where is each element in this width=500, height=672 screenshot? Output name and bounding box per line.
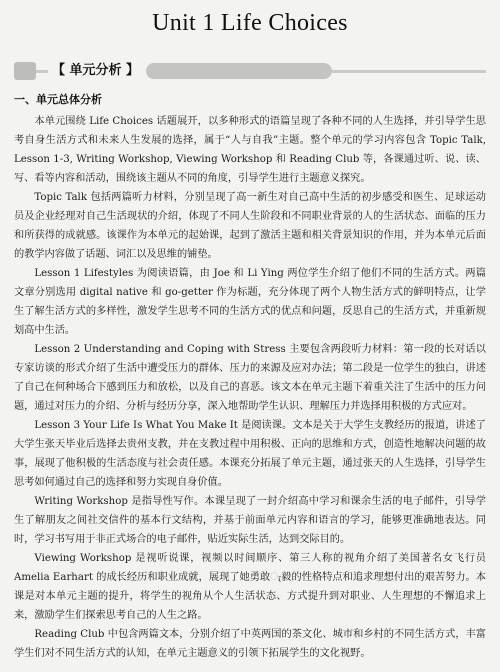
paragraph-writing-workshop: Writing Workshop 是指导性写作。本课呈现了一封介绍高中学习和课余生活的电子邮件，引导学生了解朋友之间社交信件的基本行文结构，并基于前面单元内容和语言的学习，能够更准确地表达。同时，学习书写用于非正式场合的电子邮件，贴近实际生活，达到交际目的。: [14, 496, 486, 545]
paragraph-reading-club: Reading Club 中包含两篇文本，分别介绍了中英两国的茶文化、城市和乡村的不同生活方式，丰富学生们对不同生活方式的认知，在单元主题意义的引领下拓展学生的文化视野。: [14, 629, 486, 659]
paragraph-intro: 本单元围绕 Life Choices 话题展开，以多种形式的语篇呈现了各种不同的人生选择，并引导学生思考自身生活方式和未来人生发展的选择，属于“人与自我”主题。整个单元的学习内容包含 Topic Talk, Lesson 1-3, Writing Workshop, Viewing Workshop 和 Reading Club 等，各课通过听、说、读、写、看等内容和活动，围绕该主题从不同的角度，引导学生进行主题意义探究。: [14, 116, 486, 184]
paragraph-lesson-3: Lesson 3 Your Life Is What You Make It 是阅读课。文本是关于大学生支教经历的报道，讲述了大学生张天毕业后选择去贵州支教，并在支教过程中用积极、正向的思维和方式，创造性地解决问题的故事，展现了他积极的生活态度与社会责任感。本课充分拓展了单元主题，通过张天的人生选择，引导学生思考如何通过自己的选择和努力实现自身价值。: [14, 420, 486, 488]
body-text: [14, 112, 486, 663]
paragraph-topic-talk: Topic Talk 包括两篇听力材料，分别呈现了高一新生对自己高中生活的初步感受和医生、足球运动员及企业经理对自己生活现状的介绍，体现了不同人生阶段和不同职业背景的人的生活状态、面临的压力和所获得的成就感。该课作为本单元的起始课，起到了激活主题和相关背景知识的作用，并为本单元后面的教学内容做了话题、词汇以及思维的铺垫。: [14, 192, 486, 260]
page-title: Unit 1 Life Choices: [152, 10, 348, 36]
section-bar-right-block: [146, 63, 332, 79]
section-label: 【 单元分析 】: [48, 61, 147, 81]
paragraph-viewing-workshop: Viewing Workshop 是视听说课，视频以时间顺序、第三人称的视角介绍了美国著名女飞行员 Amelia Earhart 的成长经历和职业成就，展现了她勇敢ැ毅的性格特点和追求理想付出的艰苦努力。本课是对本单元主题的提升，将学生的视角从个人生活状态、方式提升到对职业、人生理想的不懈追求上来，激励学生们探索思考自己的人生之路。: [14, 553, 486, 621]
section-header: [14, 60, 486, 82]
section-bar-left-block: [14, 62, 36, 80]
subheading: 一、单元总体分析: [14, 93, 102, 106]
paragraph-lesson-2: Lesson 2 Understanding and Coping with Stress 主要包含两段听力材料：第一段的长对话以专家访谈的形式介绍了生活中遭受压力的群体、压力的来源及应对办法；第二段是一位学生的独白，讲述了自己在何种场合下感到压力和放松，以及自己的喜恶。该文本在单元主题下着重关注了生活中的压力问题，通过对压力的介绍、分析与经历分享，深入地帮助学生认识、理解压力并选择用积极的方式应对。: [14, 344, 486, 412]
document-page: [0, 6, 500, 672]
paragraph-lesson-1: Lesson 1 Lifestyles 为阅读语篇，由 Joe 和 Li Ying 两位学生介绍了他们不同的生活方式。两篇文章分别选用 digital native 和 go-getter 作为标题，充分体现了两个人物生活方式的鲜明特点，让学生了解生活方式的多样性，激发学生思考不同的生活方式的优点和问题，反思自己的生活方式，并重新规划高中生活。: [14, 268, 486, 336]
